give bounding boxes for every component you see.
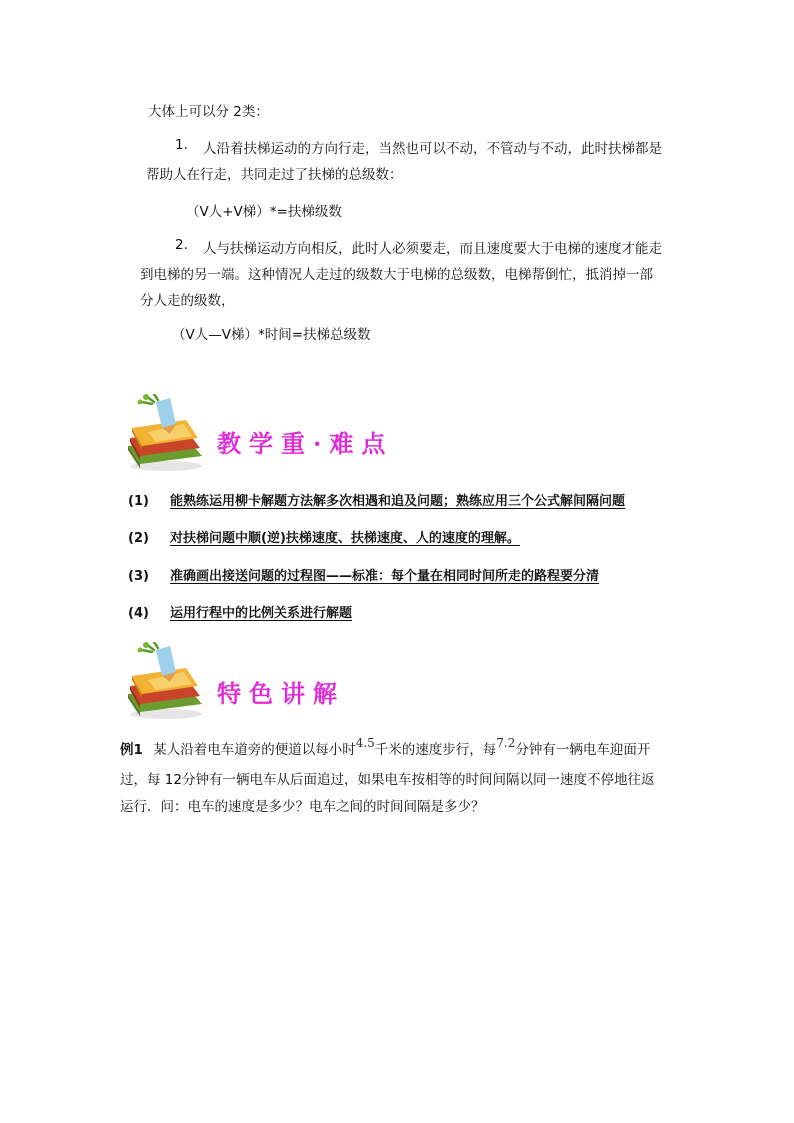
item1-line2: 帮助人在行走，共同走过了扶梯的总级数： xyxy=(146,167,403,183)
item1-line1: 人沿着扶梯运动的方向行走，当然也可以不动，不管动与不动，此时扶梯都是 xyxy=(203,141,662,157)
example-text-part2: 千米的速度步行，每 xyxy=(374,742,497,758)
key-point-item xyxy=(128,527,520,546)
formula1: （V人+V梯）*=扶梯级数 xyxy=(186,204,342,220)
key-point-item xyxy=(128,602,352,621)
item2-number: 2. xyxy=(175,237,188,253)
example-line2: 过，每 12分钟有一辆电车从后面追过，如果电车按相等的时间间隔以同一速度不停地往返 xyxy=(120,772,655,788)
key-point-number: (3) xyxy=(128,569,149,584)
key-point-text: 对扶梯问题中顺(逆)扶梯速度、扶梯速度、人的速度的理解。 xyxy=(170,531,520,546)
formula2: （V人—V梯）*时间=扶梯总级数 xyxy=(172,327,371,343)
key-point-item xyxy=(128,565,599,584)
example-text-part1: 某人沿着电车道旁的便道以每小时 xyxy=(153,742,356,758)
books-icon xyxy=(118,642,208,722)
key-point-item xyxy=(128,490,625,509)
key-point-number: (1) xyxy=(128,494,149,509)
key-point-text: 准确画出接送问题的过程图——标准：每个量在相同时间所走的路程要分清 xyxy=(170,569,600,584)
section-title-featured: 特色讲解 xyxy=(217,679,345,708)
key-point-number: (2) xyxy=(128,531,149,546)
section-title-key-points: 教学重·难点 xyxy=(217,429,394,458)
item2-line1: 人与扶梯运动方向相反，此时人必须要走，而且速度要大于电梯的速度才能走 xyxy=(203,241,662,257)
key-point-text: 能熟练运用柳卡解题方法解多次相遇和追及问题；熟练应用三个公式解间隔问题 xyxy=(170,494,626,509)
example-interval-value: 7.2 xyxy=(496,736,516,750)
example-text-part3: 分钟有一辆电车迎面开 xyxy=(515,742,651,758)
example-label: 例1 xyxy=(120,742,143,758)
item2-line3: 分人走的级数， xyxy=(140,293,235,309)
item1-number: 1. xyxy=(175,137,188,153)
example-line3: 运行．问：电车的速度是多少？电车之间的时间间隔是多少？ xyxy=(120,799,485,815)
item2-line2: 到电梯的另一端。这种情况人走过的级数大于电梯的总级数，电梯帮倒忙，抵消掉一部 xyxy=(140,267,653,283)
example-speed-value: 4.5 xyxy=(355,736,375,750)
key-point-number: (4) xyxy=(128,606,149,621)
books-icon xyxy=(118,394,208,474)
key-point-text: 运用行程中的比例关系进行解题 xyxy=(170,606,353,621)
intro-line1: 大体上可以分 2类： xyxy=(148,104,269,120)
example-line1 xyxy=(120,738,650,758)
